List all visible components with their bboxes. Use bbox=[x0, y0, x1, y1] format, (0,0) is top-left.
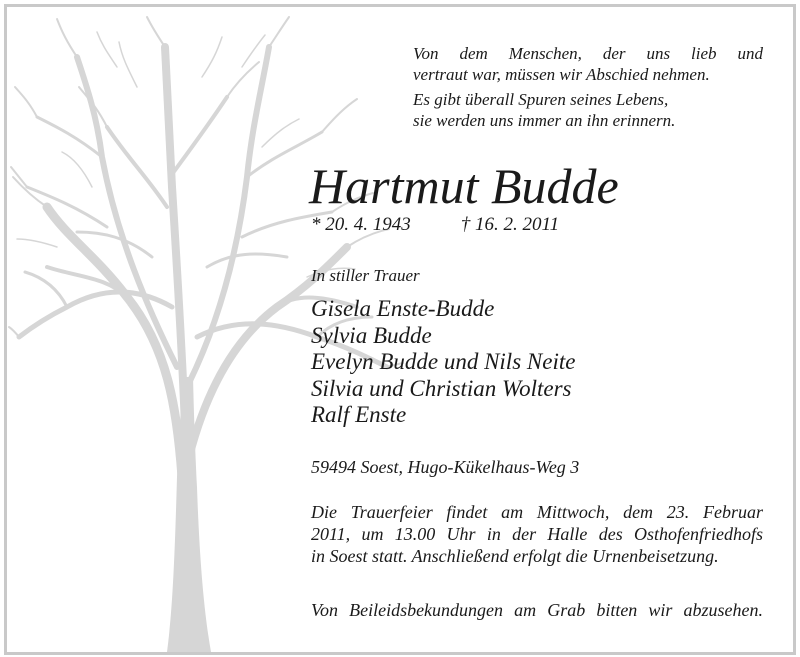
mourner-name: Silvia und Christian Wolters bbox=[311, 375, 572, 401]
quote-line: vertraut war, müssen wir Abschied nehmen. bbox=[413, 65, 710, 84]
deceased-name: Hartmut Budde bbox=[309, 158, 619, 214]
life-dates bbox=[311, 213, 559, 237]
birth-date: * 20. 4. 1943 bbox=[311, 214, 411, 235]
closing-note: Von Beileidsbekundungen am Grab bitten wir abzusehen. bbox=[311, 600, 763, 620]
mourning-label: In stiller Trauer bbox=[311, 266, 420, 285]
quote-line: Von dem Menschen, der uns lieb und bbox=[413, 44, 763, 63]
mourner-name: Sylvia Budde bbox=[311, 322, 432, 348]
service-line: 2011, um 13.00 Uhr in der Halle des Osthofenfriedhofs bbox=[311, 524, 763, 544]
memorial-quote bbox=[413, 43, 763, 131]
mourner-name: Evelyn Budde und Nils Neite bbox=[311, 349, 576, 374]
mourners-list bbox=[311, 296, 575, 429]
quote-line: Es gibt überall Spuren seines Lebens, bbox=[413, 90, 669, 109]
address: 59494 Soest, Hugo-Kükelhaus-Weg 3 bbox=[311, 457, 580, 477]
mourner-name: Gisela Enste-Budde bbox=[311, 296, 495, 321]
obituary-notice bbox=[4, 4, 796, 655]
death-date: † 16. 2. 2011 bbox=[460, 214, 560, 235]
service-line: Die Trauerfeier findet am Mittwoch, dem 23. Februar bbox=[311, 502, 763, 522]
quote-line: sie werden uns immer an ihn erinnern. bbox=[413, 111, 676, 130]
mourner-name: Ralf Enste bbox=[311, 402, 407, 427]
funeral-service-info bbox=[311, 501, 763, 567]
service-line: in Soest statt. Anschließend erfolgt die Urnenbeisetzung. bbox=[311, 546, 719, 566]
